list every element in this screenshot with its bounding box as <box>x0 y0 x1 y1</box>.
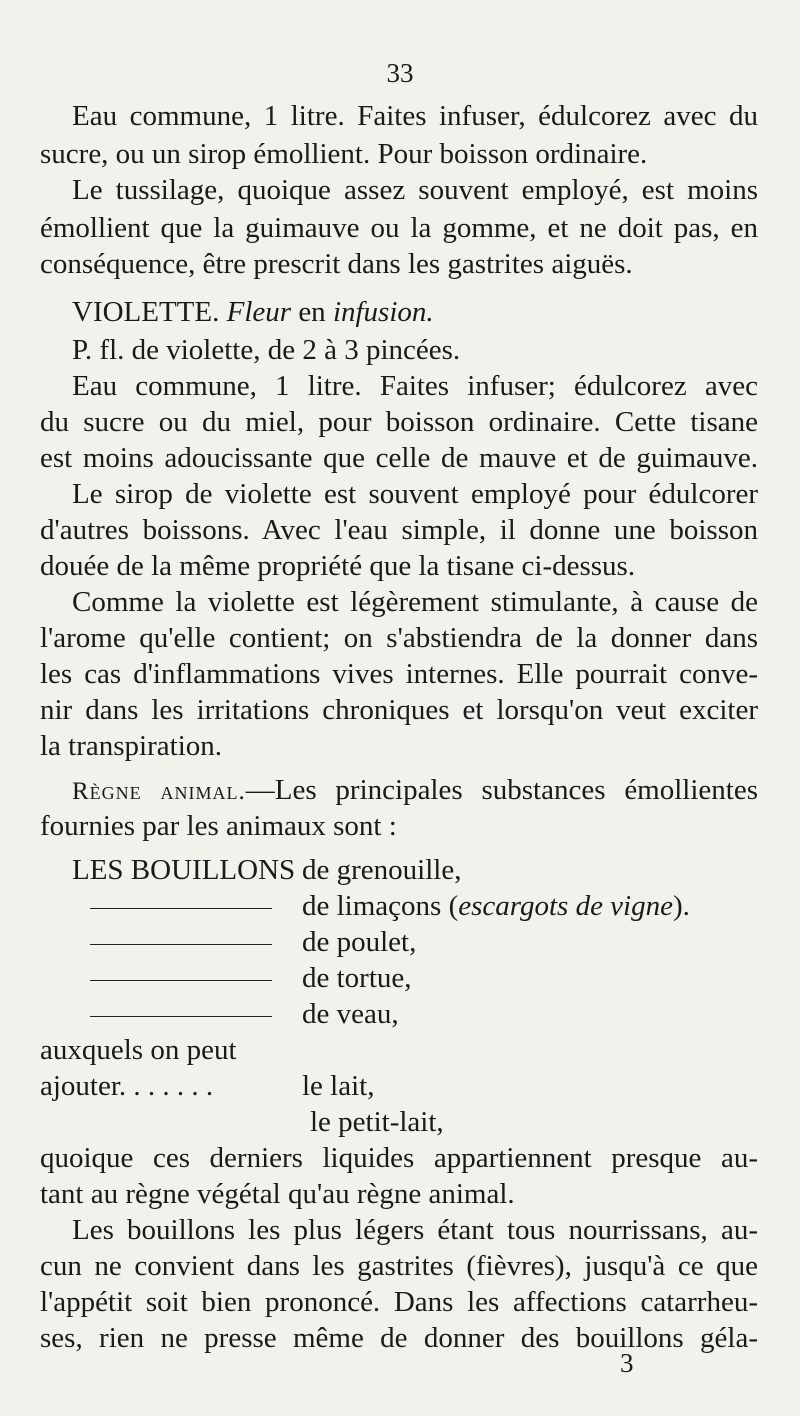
text-line: auxquels on peut <box>40 1034 237 1066</box>
connector: en <box>298 296 326 328</box>
section-title: Règne animal. <box>72 778 246 805</box>
plant-name: VIOLETTE. <box>72 296 220 328</box>
signature-mark: 3 <box>620 1348 634 1378</box>
ditto-rule <box>90 960 272 996</box>
text-line: ajouter. . . . . . . <box>40 1070 214 1102</box>
list-item: de limaçons (escargots de vigne). <box>302 890 690 922</box>
text-line: quoique ces derniers liquides appartiennent presque au- <box>40 1142 758 1174</box>
section-heading-violette <box>72 294 434 330</box>
text-line: sucre, ou un sirop émollient. Pour boisson ordinaire. <box>40 138 648 170</box>
ditto-rule <box>90 996 272 1032</box>
text-line: du sucre ou du miel, pour boisson ordinaire. Cette tisane <box>40 406 758 438</box>
text-line: émollient que la guimauve ou la gomme, et ne doit pas, en <box>40 212 758 244</box>
text-line: fournies par les animaux sont : <box>40 810 397 842</box>
text-line: est moins adoucissante que celle de mauve et de guimauve. <box>40 442 758 474</box>
em-dash: — <box>245 774 275 806</box>
text-line: cun ne convient dans les gastrites (fièvres), jusqu'à ce que <box>40 1250 758 1282</box>
text-line: l'appétit soit bien prononcé. Dans les affections catarrheu- <box>40 1286 758 1318</box>
list-item: de grenouille, <box>302 854 462 886</box>
recipe-line: P. fl. de violette, de 2 à 3 pincées. <box>72 334 461 366</box>
text-line: Eau commune, 1 litre. Faites infuser, édulcorez avec du <box>72 100 758 132</box>
text-line: douée de la même propriété que la tisane ci-dessus. <box>40 550 636 582</box>
list-item: de veau, <box>302 998 399 1030</box>
text-line: Le sirop de violette est souvent employé pour édulcorer <box>72 478 758 510</box>
list-item-note: escargots de vigne <box>458 890 673 922</box>
text-line: Le tussilage, quoique assez souvent employé, est moins <box>72 174 758 206</box>
list-item: de tortue, <box>302 962 412 994</box>
text-line: nir dans les irritations chroniques et lorsqu'on veut exciter <box>40 694 758 726</box>
bouillons-heading: LES BOUILLONS <box>72 854 296 886</box>
heading-text: Les principales substances émollientes <box>274 774 758 806</box>
text-line: les cas d'inflammations vives internes. Elle pourrait conve- <box>40 658 758 690</box>
text-line: l'arome qu'elle contient; on s'abstiendra de la donner dans <box>40 622 758 654</box>
preparation: infusion. <box>332 296 434 328</box>
page-number: 33 <box>386 58 414 88</box>
text-line: tant au règne végétal qu'au règne animal. <box>40 1178 515 1210</box>
ditto-rule <box>90 924 272 960</box>
list-item: le petit-lait, <box>310 1106 444 1138</box>
text-line: ses, rien ne presse même de donner des bouillons géla- <box>40 1322 758 1354</box>
text-line: d'autres boissons. Avec l'eau simple, il donne une boisson <box>40 514 758 546</box>
ditto-rule <box>90 888 272 924</box>
text-line: conséquence, être prescrit dans les gastrites aiguës. <box>40 248 633 280</box>
plant-part: Fleur <box>226 296 292 328</box>
text-line: Les bouillons les plus légers étant tous nourrissans, au- <box>72 1214 758 1246</box>
text-line: Eau commune, 1 litre. Faites infuser; édulcorez avec <box>72 370 758 402</box>
section-heading-regne-animal <box>72 772 758 810</box>
list-item: le lait, <box>302 1070 375 1102</box>
text-line: Comme la violette est légèrement stimulante, à cause de <box>72 586 758 618</box>
list-item: de poulet, <box>302 926 417 958</box>
text-line: la transpiration. <box>40 730 223 762</box>
